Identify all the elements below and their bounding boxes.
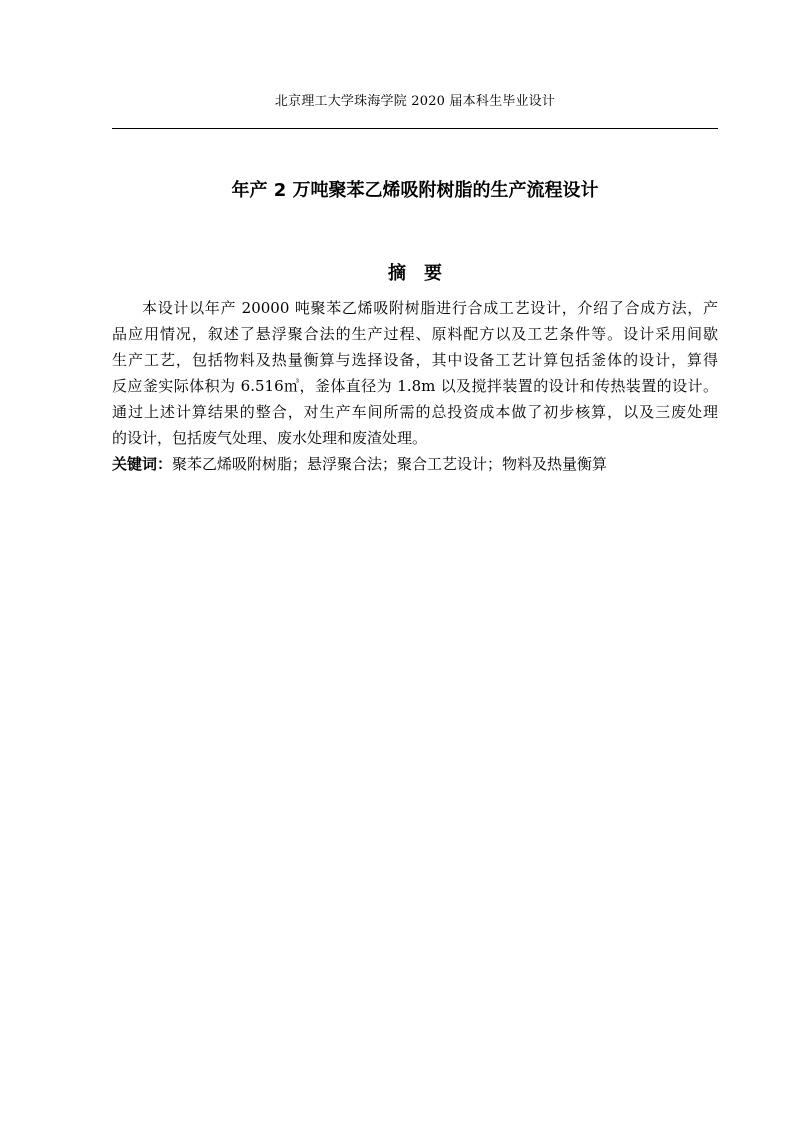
abstract-line: 的设计，包括废气处理、废水处理和废渣处理。 [112, 429, 428, 447]
abstract-line: 生产工艺，包括物料及热量衡算与选择设备，其中设备工艺计算包括釜体的设计，算得 [112, 351, 718, 369]
thesis-title: 年产 2 万吨聚苯乙烯吸附树脂的生产流程设计 [231, 180, 599, 201]
running-header: 北京理工大学珠海学院 2020 届本科生毕业设计 [274, 94, 556, 109]
abstract-heading: 摘 要 [388, 263, 442, 284]
abstract-body [112, 295, 718, 477]
abstract-line: 品应用情况，叙述了悬浮聚合法的生产过程、原料配方以及工艺条件等。设计采用间歇 [112, 325, 718, 343]
abstract-line: 反应釜实际体积为 6.516㎥，釜体直径为 1.8m 以及搅拌装置的设计和传热装置的设计。 [112, 377, 718, 395]
abstract-line: 本设计以年产 20000 吨聚苯乙烯吸附树脂进行合成工艺设计，介绍了合成方法，产 [142, 299, 718, 317]
header-rule [112, 128, 718, 129]
keywords [112, 451, 718, 477]
abstract-line: 通过上述计算结果的整合，对生产车间所需的总投资成本做了初步核算，以及三废处理 [112, 403, 718, 421]
keywords-label: 关键词： [112, 455, 173, 473]
keywords-text: 聚苯乙烯吸附树脂；悬浮聚合法；聚合工艺设计；物料及热量衡算 [172, 455, 608, 473]
